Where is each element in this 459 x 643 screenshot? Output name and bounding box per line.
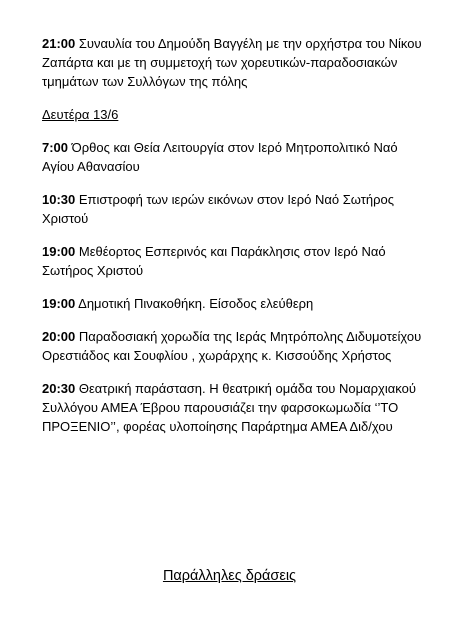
entry-time: 20:30 [42,381,76,396]
day-heading: Δευτέρα 13/6 [42,107,119,122]
program-entry [42,138,422,176]
parallel-actions-heading: Παράλληλες δράσεις [162,568,297,584]
program-entry [42,327,422,365]
entry-text: Μεθέορτος Εσπερινός και Παράκλησις στον Ιερό Ναό Σωτήρος Χριστού [42,244,386,278]
entry-time: 19:00 [42,244,76,259]
entry-time: 19:00 [42,296,76,311]
entry-time: 10:30 [42,192,76,207]
program-page [42,34,422,450]
program-entry [42,242,422,280]
program-entry [42,190,422,228]
entry-time: 20:00 [42,329,76,344]
program-entry-21-00 [42,34,422,91]
program-entry [42,379,422,436]
program-entry [42,294,422,313]
entry-text: Δημοτική Πινακοθήκη. Είσοδος ελεύθερη [75,296,314,311]
entry-text: Θεατρική παράσταση. Η θεατρική ομάδα του Νομαρχιακού Συλλόγου ΑΜΕΑ Έβρου παρουσιάζει την φαρσοκωμωδία ‘’ΤΟ ΠΡΟΞΕΝΙΟ’’, φορέας υλοποίησης Παράρτημα ΑΜΕΑ Διδ/χου [42,381,416,434]
entry-text: Όρθος και Θεία Λειτουργία στον Ιερό Μητροπολιτικό Ναό Αγίου Αθανασίου [42,140,398,174]
entry-text: Παραδοσιακή χορωδία της Ιεράς Μητρόπολης Διδυμοτείχου Ορεστιάδος και Σουφλίου , χωράρχης κ. Κισσούδης Χρήστος [42,329,422,363]
entry-text: Επιστροφή των ιερών εικόνων στον Ιερό Ναό Σωτήρος Χριστού [42,192,394,226]
entry-text: Συναυλία του Δημούδη Βαγγέλη με την ορχήστρα του Νίκου Ζαπάρτα και με τη συμμετοχή των χορευτικών-παραδοσιακών τμημάτων των Συλλόγων της πόλης [42,36,422,89]
entry-time: 7:00 [42,140,69,155]
entry-time: 21:00 [42,36,76,51]
